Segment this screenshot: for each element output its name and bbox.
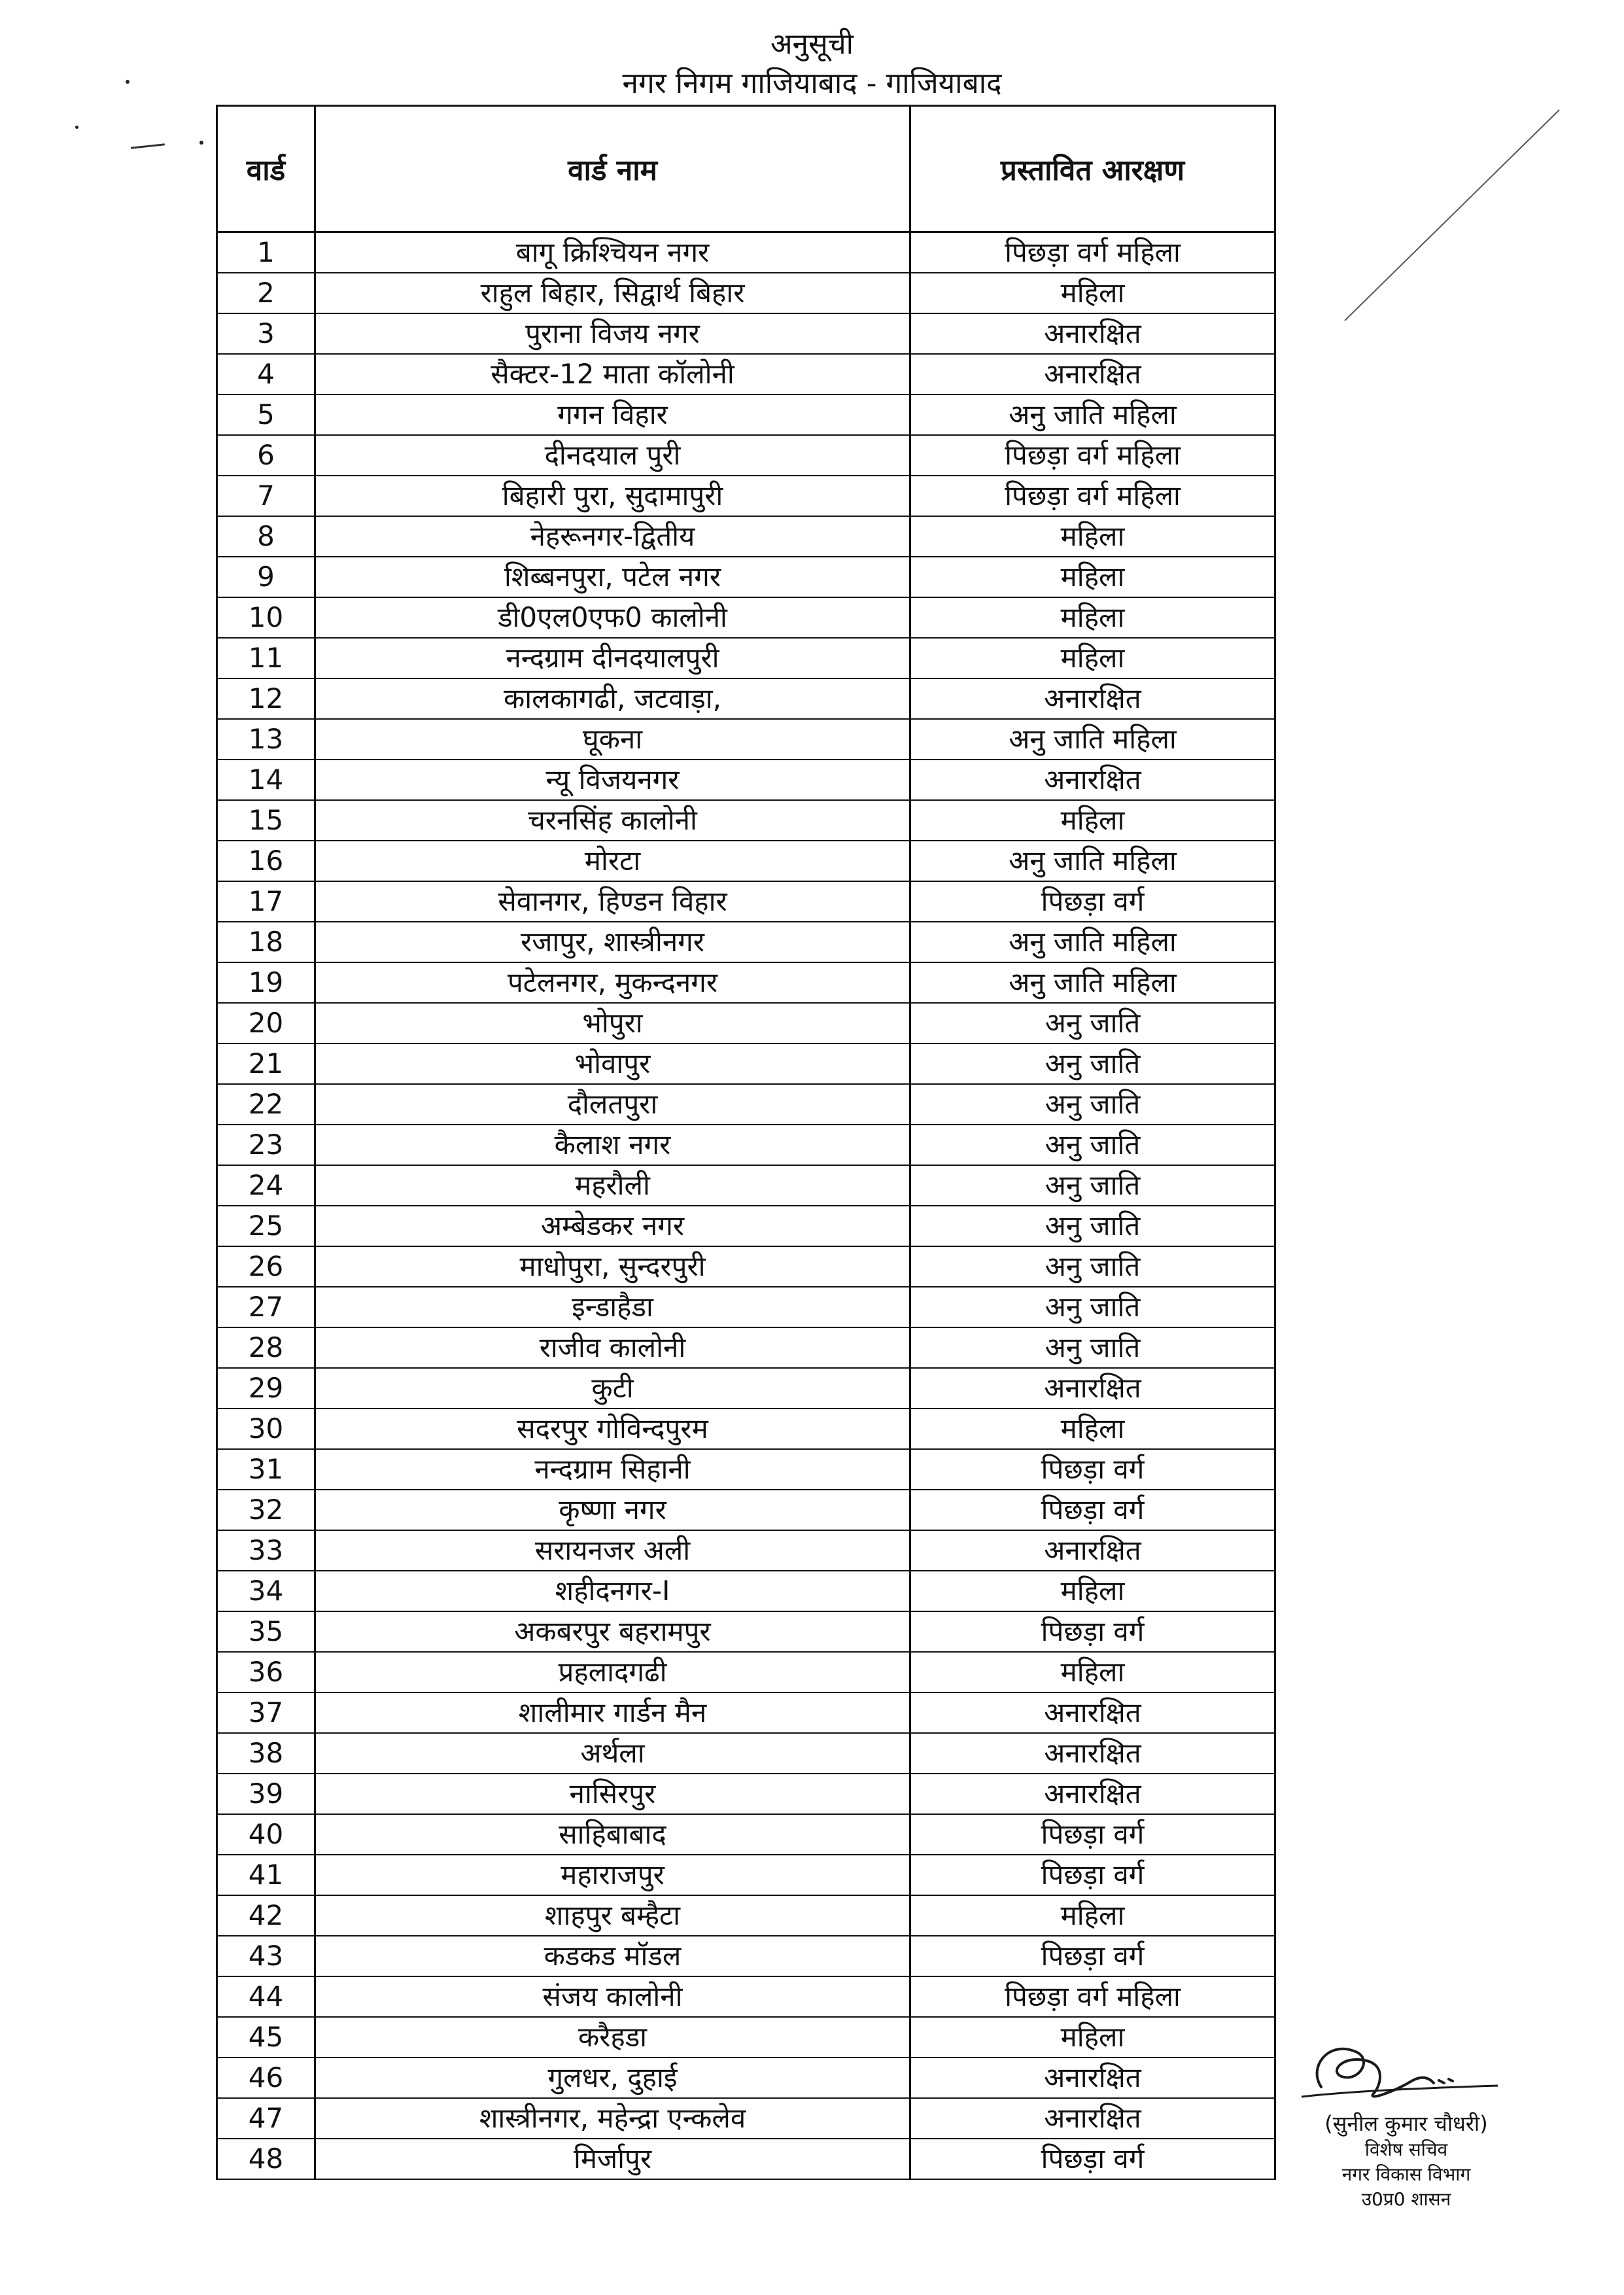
table-row [217, 2098, 1275, 2139]
ward-name-cell: इन्डाहैडा [315, 1287, 910, 1327]
ward-number-cell: 48 [217, 2139, 315, 2179]
ward-number-cell: 36 [217, 1652, 315, 1692]
reservation-cell: अनु जाति [910, 1206, 1275, 1246]
ward-number-cell: 23 [217, 1125, 315, 1165]
reservation-cell: पिछड़ा वर्ग [910, 881, 1275, 922]
table-header-row [217, 106, 1275, 232]
reservation-cell: पिछड़ा वर्ग [910, 1611, 1275, 1652]
ward-number-cell: 43 [217, 1936, 315, 1976]
table-row [217, 1692, 1275, 1733]
reservation-cell: पिछड़ा वर्ग [910, 1936, 1275, 1976]
ward-name-cell: गगन विहार [315, 394, 910, 435]
ward-number-cell: 37 [217, 1692, 315, 1733]
ward-name-cell: राहुल बिहार, सिद्वार्थ बिहार [315, 273, 910, 313]
ward-number-cell: 46 [217, 2058, 315, 2098]
reservation-cell: अनारक्षित [910, 2098, 1275, 2139]
ward-name-cell: नासिरपुर [315, 1774, 910, 1814]
reservation-cell: महिला [910, 1895, 1275, 1936]
ward-name-cell: कैलाश नगर [315, 1125, 910, 1165]
reservation-cell: अनारक्षित [910, 354, 1275, 394]
reservation-cell: अनु जाति महिला [910, 922, 1275, 962]
ward-name-cell: सैक्टर-12 माता कॉलोनी [315, 354, 910, 394]
ward-number-cell: 47 [217, 2098, 315, 2139]
ward-number-cell: 31 [217, 1449, 315, 1490]
ward-name-cell: शहीदनगर-I [315, 1571, 910, 1611]
ward-name-cell: गुलधर, दुहाई [315, 2058, 910, 2098]
ward-number-cell: 6 [217, 435, 315, 476]
ward-number-cell: 4 [217, 354, 315, 394]
reservation-cell: महिला [910, 1571, 1275, 1611]
signatory-block [1275, 2110, 1537, 2212]
ward-number-cell: 2 [217, 273, 315, 313]
table-row [217, 1206, 1275, 1246]
reservation-cell: अनारक्षित [910, 1692, 1275, 1733]
table-row [217, 760, 1275, 800]
table-row [217, 1449, 1275, 1490]
reservation-cell: पिछड़ा वर्ग [910, 1449, 1275, 1490]
ward-number-cell: 33 [217, 1530, 315, 1571]
table-row [217, 394, 1275, 435]
table-row [217, 476, 1275, 516]
ward-number-cell: 26 [217, 1246, 315, 1287]
ward-name-cell: प्रहलादगढी [315, 1652, 910, 1692]
ward-name-cell: पुराना विजय नगर [315, 313, 910, 354]
reservation-cell: महिला [910, 557, 1275, 597]
ward-name-cell: कालकागढी, जटवाड़ा, [315, 678, 910, 719]
reservation-cell: अनारक्षित [910, 1368, 1275, 1409]
ward-number-cell: 14 [217, 760, 315, 800]
reservation-cell: अनु जाति महिला [910, 962, 1275, 1003]
signatory-name: (सुनील कुमार चौधरी) [1324, 2111, 1488, 2136]
reservation-cell: अनारक्षित [910, 1733, 1275, 1774]
ward-number-cell: 1 [217, 232, 315, 273]
reservation-cell: अनारक्षित [910, 678, 1275, 719]
ward-name-cell: साहिबाबाद [315, 1814, 910, 1855]
ward-number-cell: 34 [217, 1571, 315, 1611]
table-row [217, 1895, 1275, 1936]
ward-number-cell: 44 [217, 1976, 315, 2017]
reservation-table [216, 105, 1276, 2180]
ward-number-cell: 9 [217, 557, 315, 597]
ward-number-cell: 39 [217, 1774, 315, 1814]
ward-name-cell: भोवापुर [315, 1043, 910, 1084]
ward-number-cell: 24 [217, 1165, 315, 1206]
ward-number-cell: 35 [217, 1611, 315, 1652]
table-row [217, 435, 1275, 476]
table-row [217, 1287, 1275, 1327]
ward-name-cell: शिब्बनपुरा, पटेल नगर [315, 557, 910, 597]
ward-number-cell: 27 [217, 1287, 315, 1327]
reservation-cell: अनु जाति महिला [910, 394, 1275, 435]
table-row [217, 1327, 1275, 1368]
reservation-cell: अनु जाति [910, 1043, 1275, 1084]
ward-number-cell: 16 [217, 841, 315, 881]
table-row [217, 557, 1275, 597]
column-header-reservation: प्रस्तावित आरक्षण [910, 106, 1275, 232]
ward-number-cell: 19 [217, 962, 315, 1003]
ward-name-cell: कुटी [315, 1368, 910, 1409]
ward-number-cell: 25 [217, 1206, 315, 1246]
table-row [217, 1733, 1275, 1774]
reservation-cell: अनु जाति महिला [910, 841, 1275, 881]
ward-name-cell: शाहपुर बम्हैटा [315, 1895, 910, 1936]
ward-name-cell: नन्दग्राम दीनदयालपुरी [315, 638, 910, 678]
table-row [217, 881, 1275, 922]
table-row [217, 354, 1275, 394]
ward-name-cell: करैहडा [315, 2017, 910, 2058]
table-row [217, 1003, 1275, 1043]
ward-name-cell: भोपुरा [315, 1003, 910, 1043]
ward-number-cell: 21 [217, 1043, 315, 1084]
ward-number-cell: 12 [217, 678, 315, 719]
reservation-cell: महिला [910, 1409, 1275, 1449]
ward-number-cell: 11 [217, 638, 315, 678]
ward-name-cell: शास्त्रीनगर, महेन्द्रा एन्कलेव [315, 2098, 910, 2139]
table-row [217, 638, 1275, 678]
signatory-department: नगर विकास विभाग [1341, 2164, 1471, 2185]
ward-name-cell: बागू क्रिश्चियन नगर [315, 232, 910, 273]
ward-name-cell: नेहरूनगर-द्वितीय [315, 516, 910, 557]
ward-number-cell: 5 [217, 394, 315, 435]
table-row [217, 1084, 1275, 1125]
ward-number-cell: 45 [217, 2017, 315, 2058]
ward-name-cell: संजय कालोनी [315, 1976, 910, 2017]
reservation-cell: अनारक्षित [910, 2058, 1275, 2098]
reservation-cell: अनारक्षित [910, 1774, 1275, 1814]
table-row [217, 1774, 1275, 1814]
ward-name-cell: सेवानगर, हिण्डन विहार [315, 881, 910, 922]
table-row [217, 597, 1275, 638]
reservation-cell: पिछड़ा वर्ग [910, 1814, 1275, 1855]
ward-name-cell: नन्दग्राम सिहानी [315, 1449, 910, 1490]
ward-name-cell: राजीव कालोनी [315, 1327, 910, 1368]
scan-mark [131, 143, 165, 149]
ward-name-cell: अकबरपुर बहरामपुर [315, 1611, 910, 1652]
ward-number-cell: 22 [217, 1084, 315, 1125]
ward-name-cell: महाराजपुर [315, 1855, 910, 1895]
table-row [217, 1368, 1275, 1409]
table-body [217, 232, 1275, 2180]
table-row [217, 2017, 1275, 2058]
ward-number-cell: 3 [217, 313, 315, 354]
reservation-cell: पिछड़ा वर्ग [910, 2139, 1275, 2179]
ward-name-cell: घूकना [315, 719, 910, 760]
scan-mark [126, 80, 130, 84]
ward-name-cell: शालीमार गार्डन मैन [315, 1692, 910, 1733]
column-header-ward-name: वार्ड नाम [315, 106, 910, 232]
table-row [217, 313, 1275, 354]
ward-name-cell: कृष्णा नगर [315, 1490, 910, 1530]
reservation-cell: पिछड़ा वर्ग महिला [910, 232, 1275, 273]
ward-name-cell: बिहारी पुरा, सुदामापुरी [315, 476, 910, 516]
reservation-cell: अनु जाति [910, 1165, 1275, 1206]
ward-name-cell: मिर्जापुर [315, 2139, 910, 2179]
table-row [217, 678, 1275, 719]
document-title: अनुसूची [770, 27, 854, 61]
table-row [217, 800, 1275, 841]
reservation-cell: अनु जाति [910, 1287, 1275, 1327]
signatory-designation: विशेष सचिव [1364, 2139, 1448, 2160]
table-row [217, 1490, 1275, 1530]
signatory-government: उ0प्र0 शासन [1361, 2188, 1451, 2210]
reservation-cell: अनु जाति [910, 1084, 1275, 1125]
ward-number-cell: 29 [217, 1368, 315, 1409]
reservation-cell: महिला [910, 597, 1275, 638]
reservation-cell: पिछड़ा वर्ग [910, 1855, 1275, 1895]
table-row [217, 1409, 1275, 1449]
ward-number-cell: 38 [217, 1733, 315, 1774]
table-row [217, 1246, 1275, 1287]
pen-stroke [1341, 105, 1563, 327]
ward-name-cell: माधोपुरा, सुन्दरपुरी [315, 1246, 910, 1287]
scan-mark [75, 126, 78, 129]
ward-number-cell: 28 [217, 1327, 315, 1368]
reservation-cell: महिला [910, 800, 1275, 841]
reservation-cell: अनु जाति [910, 1246, 1275, 1287]
ward-name-cell: महरौली [315, 1165, 910, 1206]
ward-name-cell: डी0एल0एफ0 कालोनी [315, 597, 910, 638]
reservation-cell: महिला [910, 516, 1275, 557]
reservation-cell: अनु जाति [910, 1125, 1275, 1165]
reservation-cell: महिला [910, 2017, 1275, 2058]
table-row [217, 922, 1275, 962]
column-header-ward: वार्ड [217, 106, 315, 232]
reservation-cell: अनु जाति [910, 1327, 1275, 1368]
table-row [217, 1936, 1275, 1976]
ward-name-cell: कडकड मॉडल [315, 1936, 910, 1976]
reservation-cell: महिला [910, 638, 1275, 678]
table-row [217, 1976, 1275, 2017]
ward-number-cell: 17 [217, 881, 315, 922]
reservation-cell: पिछड़ा वर्ग [910, 1490, 1275, 1530]
reservation-cell: महिला [910, 1652, 1275, 1692]
table-row [217, 841, 1275, 881]
ward-name-cell: सदरपुर गोविन्दपुरम [315, 1409, 910, 1449]
reservation-cell: अनु जाति महिला [910, 719, 1275, 760]
table-row [217, 2139, 1275, 2179]
ward-number-cell: 15 [217, 800, 315, 841]
reservation-cell: अनु जाति [910, 1003, 1275, 1043]
table-row [217, 719, 1275, 760]
ward-number-cell: 30 [217, 1409, 315, 1449]
ward-name-cell: दौलतपुरा [315, 1084, 910, 1125]
table-row [217, 1814, 1275, 1855]
reservation-cell: अनारक्षित [910, 760, 1275, 800]
reservation-cell: पिछड़ा वर्ग महिला [910, 476, 1275, 516]
ward-name-cell: सरायनजर अली [315, 1530, 910, 1571]
table-row [217, 962, 1275, 1003]
ward-name-cell: न्यू विजयनगर [315, 760, 910, 800]
table-row [217, 1125, 1275, 1165]
ward-name-cell: पटेलनगर, मुकन्दनगर [315, 962, 910, 1003]
table-row [217, 1652, 1275, 1692]
table-row [217, 1043, 1275, 1084]
table-row [217, 1611, 1275, 1652]
ward-name-cell: अम्बेडकर नगर [315, 1206, 910, 1246]
ward-number-cell: 41 [217, 1855, 315, 1895]
scan-mark [199, 141, 203, 145]
ward-number-cell: 40 [217, 1814, 315, 1855]
table-row [217, 273, 1275, 313]
ward-number-cell: 13 [217, 719, 315, 760]
reservation-cell: अनारक्षित [910, 313, 1275, 354]
table-row [217, 516, 1275, 557]
ward-number-cell: 7 [217, 476, 315, 516]
ward-name-cell: अर्थला [315, 1733, 910, 1774]
ward-name-cell: चरनसिंह कालोनी [315, 800, 910, 841]
ward-number-cell: 32 [217, 1490, 315, 1530]
table-row [217, 1165, 1275, 1206]
table-row [217, 232, 1275, 273]
ward-number-cell: 10 [217, 597, 315, 638]
ward-number-cell: 20 [217, 1003, 315, 1043]
ward-number-cell: 8 [217, 516, 315, 557]
table-row [217, 1530, 1275, 1571]
ward-number-cell: 18 [217, 922, 315, 962]
reservation-cell: अनारक्षित [910, 1530, 1275, 1571]
reservation-cell: पिछड़ा वर्ग महिला [910, 1976, 1275, 2017]
table-row [217, 1571, 1275, 1611]
ward-number-cell: 42 [217, 1895, 315, 1936]
ward-name-cell: दीनदयाल पुरी [315, 435, 910, 476]
handwritten-signature [1282, 2015, 1530, 2113]
ward-name-cell: रजापुर, शास्त्रीनगर [315, 922, 910, 962]
table-row [217, 2058, 1275, 2098]
table-row [217, 1855, 1275, 1895]
document-subtitle: नगर निगम गाजियाबाद - गाजियाबाद [622, 67, 1002, 100]
reservation-cell: महिला [910, 273, 1275, 313]
ward-name-cell: मोरटा [315, 841, 910, 881]
reservation-cell: पिछड़ा वर्ग महिला [910, 435, 1275, 476]
